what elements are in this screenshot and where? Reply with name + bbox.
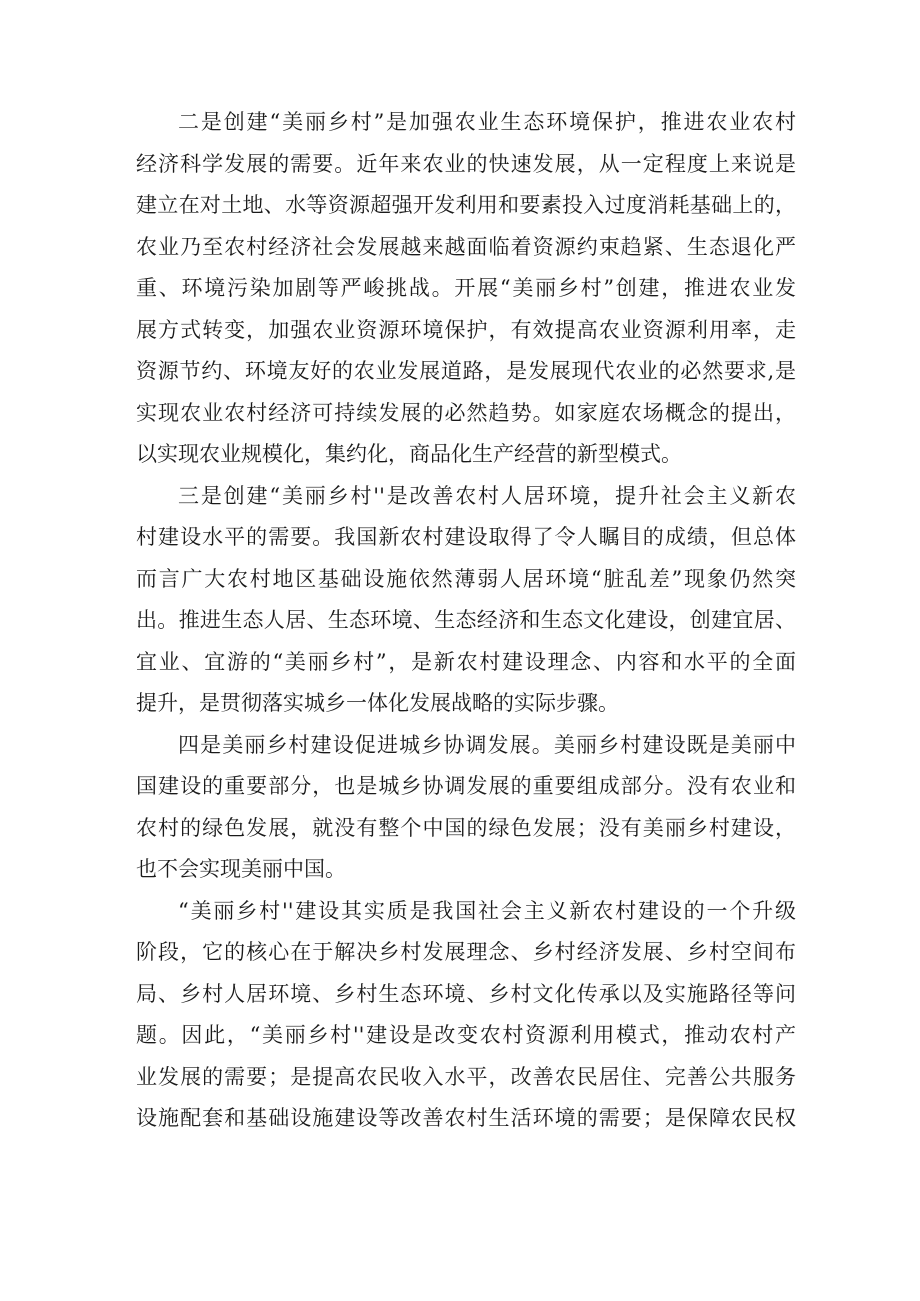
paragraph-line: 三是创建“美丽乡村''是改善农村人居环境，提升社会主义新农	[178, 483, 796, 508]
paragraph-line: 建立在对土地、水等资源超强开发利用和要素投入过度消耗基础上的，	[136, 193, 796, 217]
paragraph-line: 设施配套和基础设施建设等改善农村生活环境的需要；是保障农民权	[136, 1106, 796, 1130]
paragraph-line: 重、环境污染加剧等严峻挑战。开展“美丽乡村”创建，推进农业发	[136, 276, 796, 300]
paragraph-line: 而言广大农村地区基础设施依然薄弱人居环境“脏乱差”现象仍然突	[136, 566, 796, 591]
paragraph-line: 二是创建“美丽乡村”是加强农业生态环境保护，推进农业农村	[178, 110, 796, 134]
paragraph-line: 资源节约、环境友好的农业发展道路，是发展现代农业的必然要求,是	[136, 359, 796, 383]
paragraph-line: 农业乃至农村经济社会发展越来越面临着资源约束趋紧、生态退化严	[136, 234, 796, 259]
paragraph-line: 也不会实现美丽中国。	[136, 857, 346, 881]
paragraph-line: 农村的绿色发展，就没有整个中国的绿色发展；没有美丽乡村建设，	[136, 815, 796, 840]
paragraph-line: 出。推进生态人居、生态环境、生态经济和生态文化建设，创建宜居、	[136, 608, 796, 632]
paragraph-line: 业发展的需要；是提高农民收入水平，改善农民居住、完善公共服务	[136, 1064, 796, 1089]
paragraph-four	[136, 725, 796, 891]
paragraph-line: 题。因此，“美丽乡村''建设是改变农村资源利用模式，推动农村产	[136, 1023, 796, 1047]
paragraph-line: 村建设水平的需要。我国新农村建设取得了令人瞩目的成绩，但总体	[136, 525, 796, 549]
paragraph-two	[136, 102, 796, 476]
paragraph-line: 阶段，它的核心在于解决乡村发展理念、乡村经济发展、乡村空间布	[136, 940, 796, 964]
paragraph-line: 四是美丽乡村建设促进城乡协调发展。美丽乡村建设既是美丽中	[178, 732, 796, 757]
document-body	[136, 102, 796, 1140]
paragraph-line: “美丽乡村''建设其实质是我国社会主义新农村建设的一个升级	[178, 898, 796, 923]
paragraph-line: 经济科学发展的需要。近年来农业的快速发展，从一定程度上来说是	[136, 151, 796, 176]
paragraph-line: 提升，是贯彻落实城乡一体化发展战略的实际步骤。	[136, 691, 619, 715]
paragraph-line: 以实现农业规模化，集约化，商品化生产经营的新型模式。	[136, 442, 682, 466]
paragraph-line: 局、乡村人居环境、乡村生态环境、乡村文化传承以及实施路径等问	[136, 981, 796, 1006]
paragraph-line: 实现农业农村经济可持续发展的必然趋势。如家庭农场概念的提出，	[136, 400, 796, 425]
paragraph-line: 国建设的重要部分，也是城乡协调发展的重要组成部分。没有农业和	[136, 774, 796, 798]
paragraph-summary	[136, 891, 796, 1140]
paragraph-line: 展方式转变，加强农业资源环境保护，有效提高农业资源利用率，走	[136, 317, 796, 342]
paragraph-three	[136, 476, 796, 725]
paragraph-line: 宜业、宜游的“美丽乡村”，是新农村建设理念、内容和水平的全面	[136, 649, 796, 674]
